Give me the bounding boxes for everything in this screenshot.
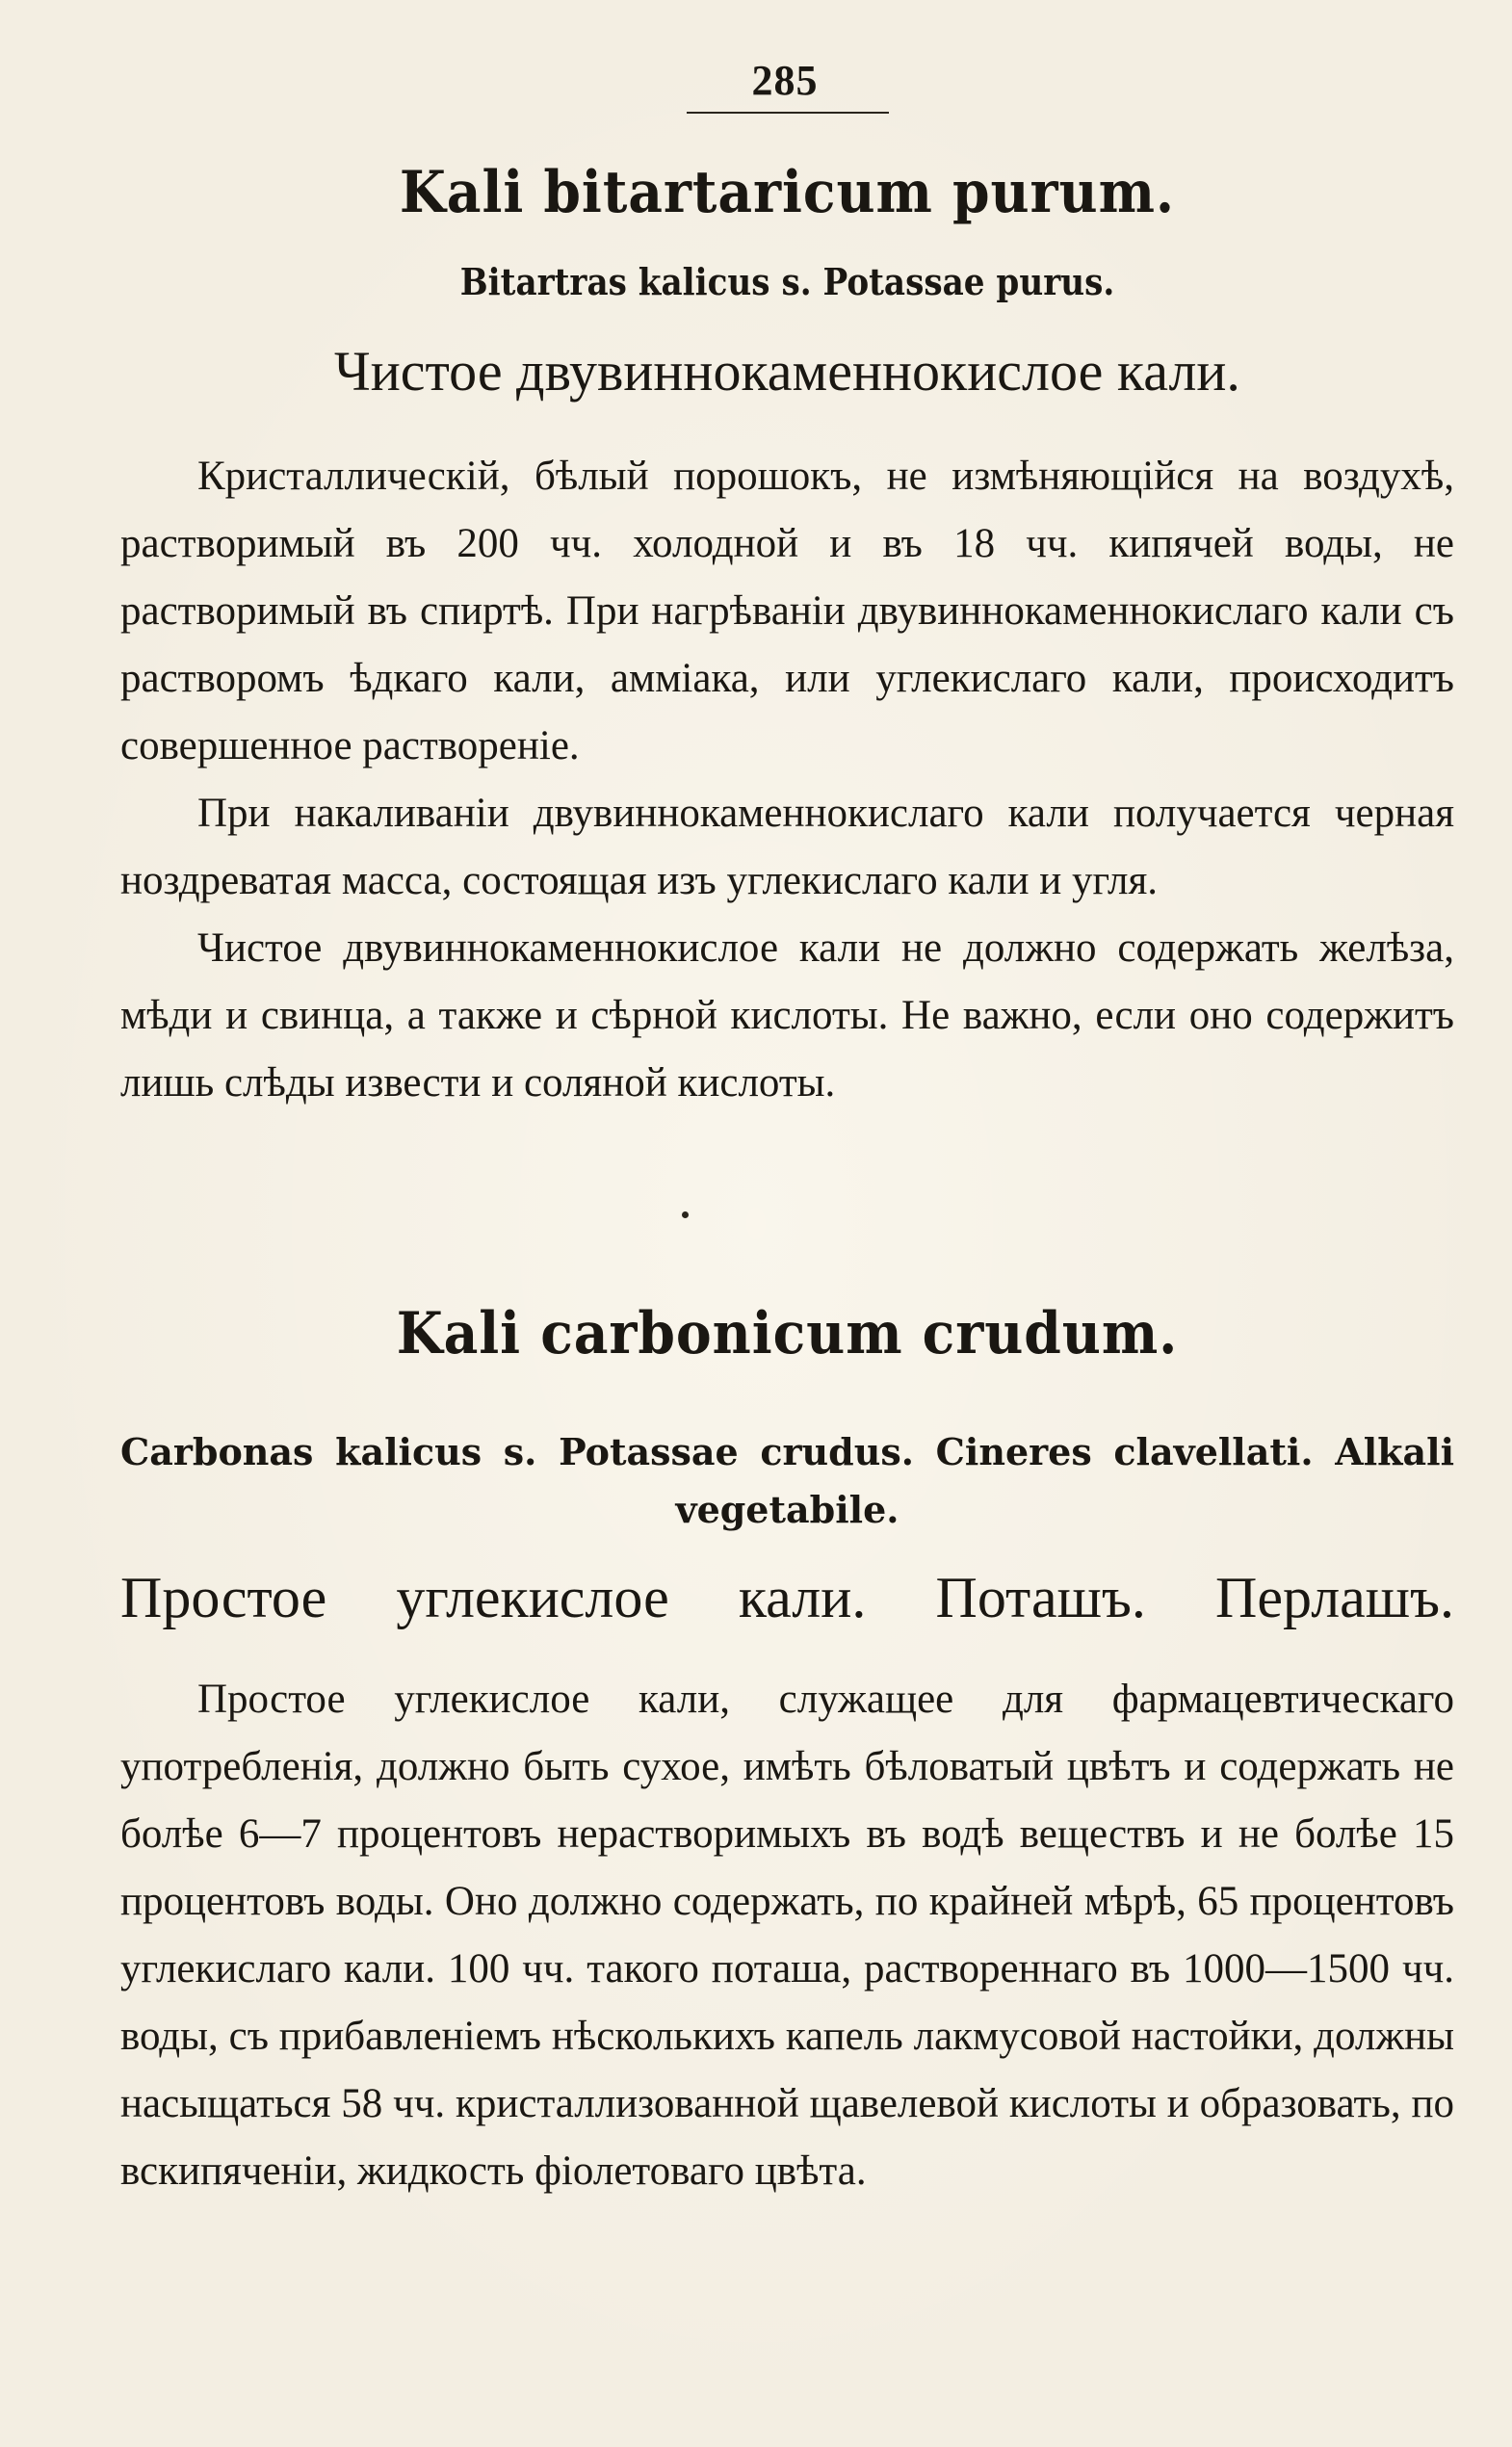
- section1-subtitle-block: [120, 260, 1454, 303]
- section1-russian-title: Чистое двувиннокаменнокислое кали.: [334, 340, 1240, 403]
- section1-russian-title-block: [120, 339, 1454, 403]
- section2-russian-title-block: [120, 1565, 1454, 1631]
- section2-latin-title: Kali carbonicum crudum.: [396, 1300, 1179, 1367]
- section1-paragraph-3: Чистое двувиннокаменнокислое кали не должно содержать желѣза, мѣди и свинца, а также и сѣрной кислоты. Не важно, если оно содержитъ лишь слѣды извести и соляной кислоты.: [120, 925, 1454, 1106]
- section1-latin-subtitle: Bitartras kalicus s. Potassae purus.: [459, 260, 1115, 303]
- page-number: 285: [751, 57, 819, 104]
- section2-paragraph-1: Простое углекислое кали, служащее для фармацевтическаго употребленія, должно быть сухое, имѣть бѣловатый цвѣтъ и содержать не болѣе 6—7 процентовъ нерастворимыхъ въ водѣ веществъ и не болѣе 15 процентовъ воды. Оно должно содержать, по крайней мѣрѣ, 65 процентовъ углекислаго кали. 100 чч. такого поташа, раствореннаго въ 1000—1500 чч. воды, съ прибавленіемъ нѣсколькихъ капель лакмусовой настойки, должны насыщаться 58 чч. кристаллизованной щавелевой кислоты и образовать, по вскипяченіи, жидкость фіолетоваго цвѣта.: [120, 1677, 1454, 2194]
- print-speck: [682, 1211, 689, 1218]
- section1-latin-title: Kali bitartaricum purum.: [399, 159, 1176, 226]
- section2-latin-subtitle: Carbonas kalicus s. Potassae crudus. Cineres clavellati. Alkali vegetabile.: [120, 1430, 1454, 1531]
- page-number-rule: [687, 112, 889, 114]
- section1-paragraph-1: Кристаллическій, бѣлый порошокъ, не измѣняющійся на воздухѣ, растворимый въ 200 чч. холодной и въ 18 чч. кипячей воды, не растворимый въ спиртѣ. При нагрѣваніи двувиннокаменнокислаго кали съ растворомъ ѣдкаго кали, амміака, или углекислаго кали, происходитъ совершенное раствореніе.: [120, 454, 1454, 768]
- section-kali-carbonicum: [120, 1300, 1454, 1367]
- section1-paragraph-2: При накаливаніи двувиннокаменнокислаго кали получается черная ноздреватая масса, состоящая изъ углекислаго кали и угля.: [120, 791, 1454, 903]
- section2-subtitle-block: [120, 1423, 1454, 1539]
- section2-body: [120, 1666, 1454, 2205]
- section1-body: [120, 443, 1454, 1117]
- section-kali-bitartaricum: [120, 159, 1454, 226]
- section2-russian-title: Простое углекислое кали. Поташъ. Перлашъ.: [120, 1566, 1454, 1629]
